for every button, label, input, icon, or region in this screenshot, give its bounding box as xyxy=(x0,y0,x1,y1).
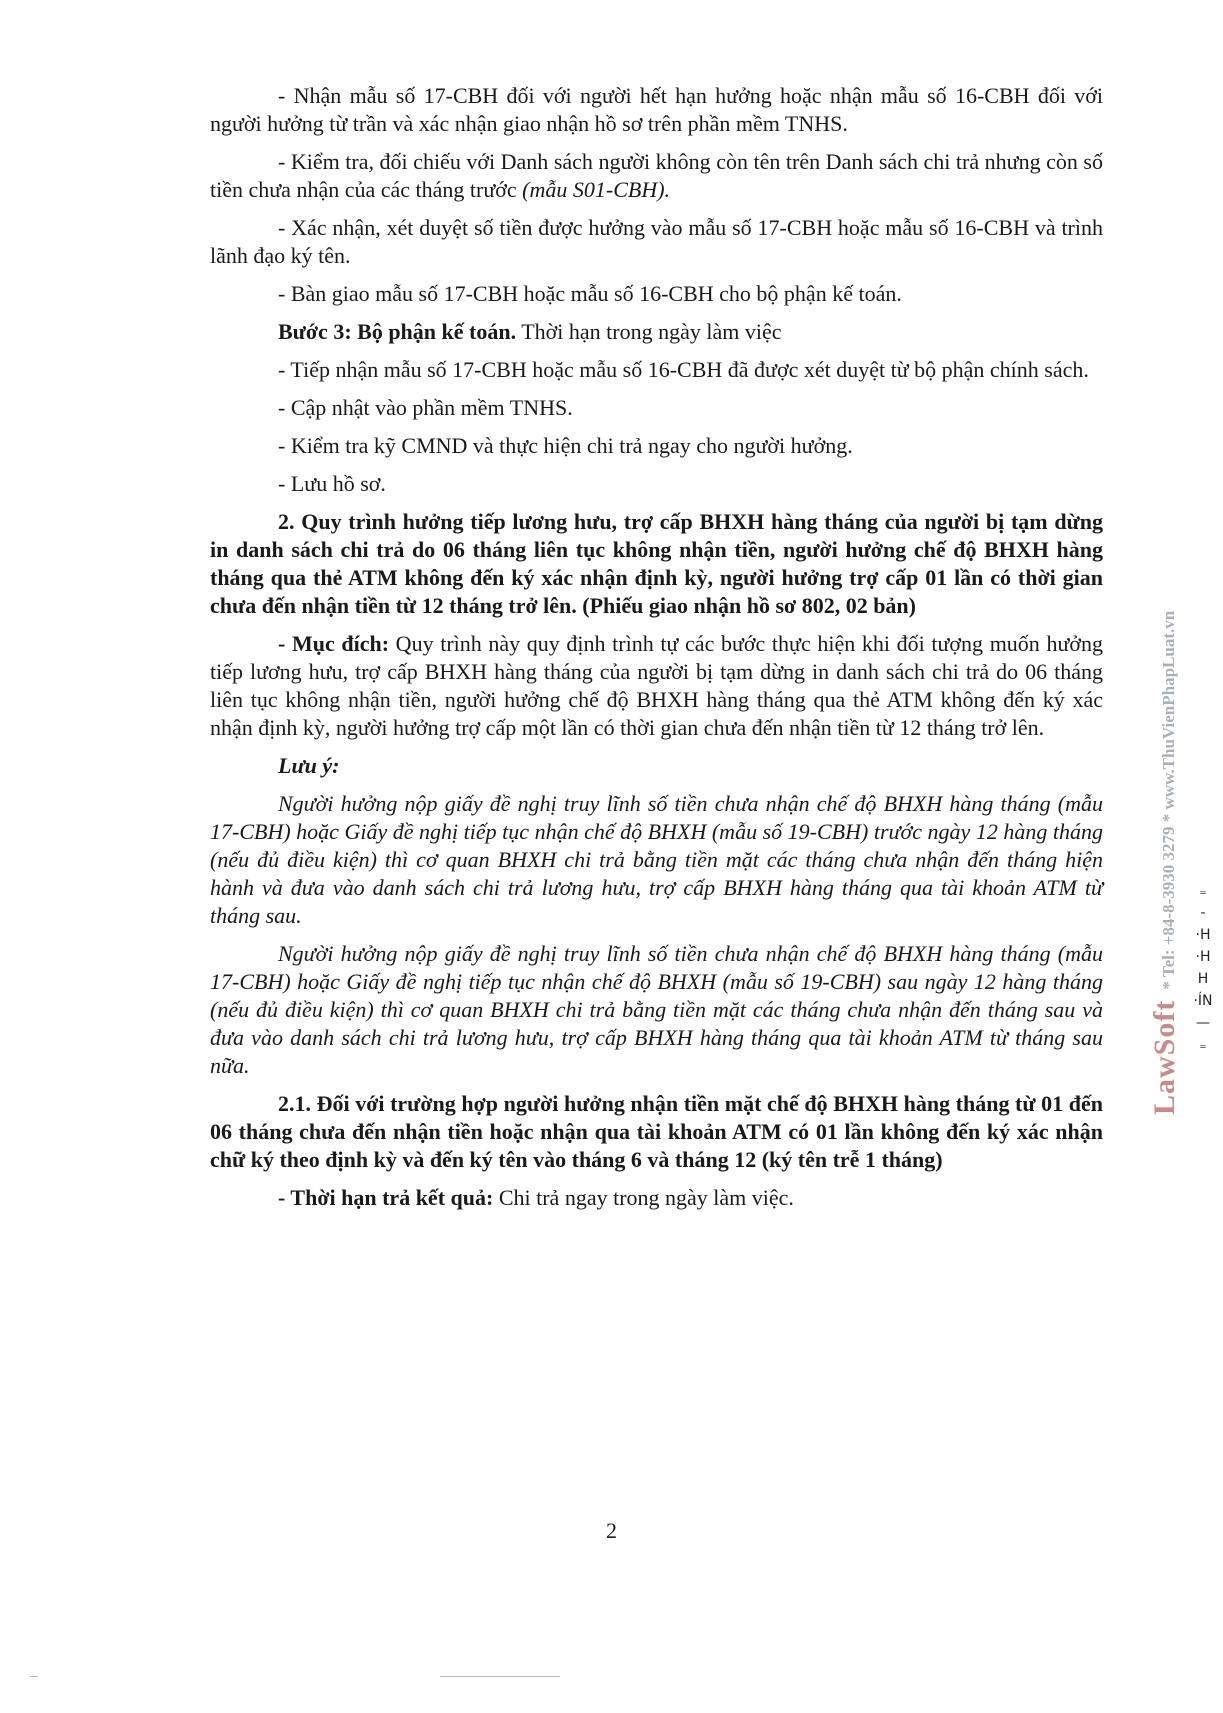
paragraph: - Tiếp nhận mẫu số 17-CBH hoặc mẫu số 16-CBH đã được xét duyệt từ bộ phận chính sách. xyxy=(278,357,1089,382)
step-heading xyxy=(210,318,1103,346)
note-paragraph: Người hưởng nộp giấy đề nghị truy lĩnh số tiền chưa nhận chế độ BHXH hàng tháng (mẫu 17-CBH) hoặc Giấy đề nghị tiếp tục nhận chế độ BHXH (mẫu số 19-CBH) trước ngày 12 hàng tháng (nếu đủ điều kiện) thì cơ quan BHXH chi trả bằng tiền mặt các tháng chưa nhận đến tháng hiện hành và đưa vào danh sách chi trả lương hưu, trợ cấp BHXH hàng tháng qua tài khoản ATM từ tháng sau. xyxy=(210,791,1103,928)
paragraph xyxy=(210,148,1103,204)
step-deadline: Thời hạn trong ngày làm việc xyxy=(516,319,782,344)
margin-mark: H xyxy=(1197,971,1209,987)
watermark-contact: * Tel: +84-8-3930 3279 * www.ThuVienPhapLuat.vn xyxy=(1159,610,1178,990)
note-paragraph: Người hưởng nộp giấy đề nghị truy lĩnh số tiền chưa nhận chế độ BHXH hàng tháng (mẫu 17-CBH) hoặc Giấy đề nghị tiếp tục nhận chế độ BHXH (mẫu số 19-CBH) sau ngày 12 hàng tháng (nếu đủ điều kiện) thì cơ quan BHXH chi trả bằng tiền mặt các tháng chưa nhận đến tháng sau và đưa vào danh sách chi trả lương hưu, trợ cấp BHXH hàng tháng qua tài khoản ATM từ tháng sau nữa. xyxy=(210,941,1103,1078)
margin-mark: — xyxy=(1196,1015,1210,1031)
purpose-label: - Mục đích: xyxy=(278,631,390,656)
form-reference: (mẫu S01-CBH). xyxy=(522,177,671,202)
watermark xyxy=(1148,611,1182,1115)
paragraph: - Bàn giao mẫu số 17-CBH hoặc mẫu số 16-CBH cho bộ phận kế toán. xyxy=(278,281,902,306)
deadline-paragraph xyxy=(210,1184,1103,1212)
paragraph: - Lưu hồ sơ. xyxy=(278,471,386,496)
watermark-brand: LawSoft xyxy=(1148,999,1181,1115)
paragraph: - Nhận mẫu số 17-CBH đối với người hết hạn hưởng hoặc nhận mẫu số 16-CBH đối với người hưởng từ trần và xác nhận giao nhận hồ sơ trên phần mềm TNHS. xyxy=(210,83,1103,136)
section-heading: 2. Quy trình hưởng tiếp lương hưu, trợ cấp BHXH hàng tháng của người bị tạm dừng in danh sách chi trả do 06 tháng liên tục không nhận tiền, người hưởng chế độ BHXH hàng tháng qua thẻ ATM không đến ký xác nhận định kỳ, người hưởng trợ cấp 01 lần có thời gian chưa đến nhận tiền từ 12 tháng trở lên. (Phiếu giao nhận hồ sơ 802, 02 bản) xyxy=(210,509,1103,618)
paragraph: - Kiểm tra kỹ CMND và thực hiện chi trả ngay cho người hưởng. xyxy=(278,433,853,458)
margin-mark: ·ÍN xyxy=(1193,993,1213,1009)
page-number: 2 xyxy=(606,1518,617,1543)
margin-mark: ·H xyxy=(1195,949,1211,965)
scan-artifact xyxy=(440,1676,560,1677)
step-label: Bước 3: Bộ phận kế toán. xyxy=(278,319,517,344)
margin-mark: ·H xyxy=(1195,927,1211,943)
paragraph: - Cập nhật vào phần mềm TNHS. xyxy=(278,395,573,420)
subsection-heading: 2.1. Đối với trường hợp người hưởng nhận tiền mặt chế độ BHXH hàng tháng từ 01 đến 06 tháng chưa đến nhận tiền hoặc nhận qua tài khoản ATM có 01 lần không đến ký xác nhận chữ ký theo định kỳ và đến ký tên vào tháng 6 và tháng 12 (ký tên trễ 1 tháng) xyxy=(210,1091,1103,1172)
purpose-text: Quy trình này quy định trình tự các bước thực hiện khi đối tượng muốn hưởng tiếp lương hưu, trợ cấp BHXH hàng tháng của người bị tạm dừng in danh sách chi trả do 06 tháng liên tục không nhận tiền, người hưởng chế độ BHXH hàng tháng qua thẻ ATM không đến ký xác nhận định kỳ, người hưởng trợ cấp một lần có thời gian chưa đến nhận tiền từ 12 tháng trở lên. xyxy=(210,631,1104,740)
margin-mark: ₌ xyxy=(1199,883,1207,899)
margin-mark: ₌ xyxy=(1199,1037,1207,1053)
margin-marks xyxy=(1188,880,1218,1056)
purpose-paragraph xyxy=(210,630,1103,742)
paragraph-text: - Kiểm tra, đối chiếu với Danh sách người không còn tên trên Danh sách chi trả nhưng còn số tiền chưa nhận của các tháng trước xyxy=(210,149,1103,202)
deadline-text: Chi trả ngay trong ngày làm việc. xyxy=(493,1185,794,1210)
paragraph: - Xác nhận, xét duyệt số tiền được hưởng vào mẫu số 17-CBH hoặc mẫu số 16-CBH và trình lãnh đạo ký tên. xyxy=(210,215,1103,268)
document-body xyxy=(210,82,1103,1222)
margin-mark: - xyxy=(1200,905,1206,921)
note-heading: Lưu ý: xyxy=(278,753,340,778)
scan-artifact xyxy=(30,1676,38,1677)
deadline-label: - Thời hạn trả kết quả: xyxy=(278,1185,494,1210)
